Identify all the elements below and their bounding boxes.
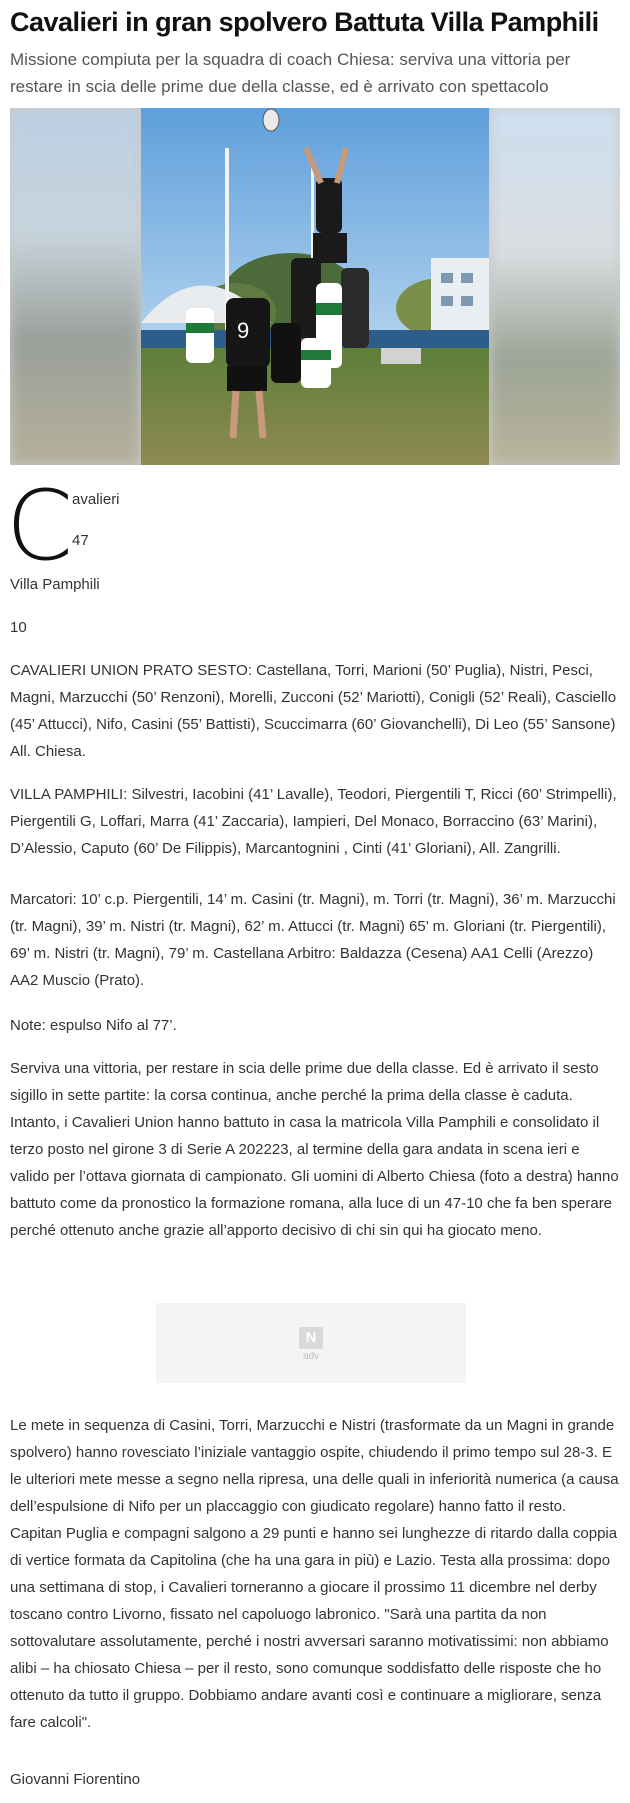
ad-logo-icon: N: [299, 1327, 323, 1349]
away-team-score: 10: [10, 619, 27, 636]
notes: Note: espulso Nifo al 77’.: [10, 1017, 177, 1034]
away-team-name: Villa Pamphili: [10, 576, 100, 593]
dropcap-letter: C: [6, 470, 74, 582]
svg-text:9: 9: [237, 318, 250, 343]
scorers: Marcatori: 10’ c.p. Piergentili, 14’ m. Casini (tr. Magni), m. Torri (tr. Magni), 36’ m. Marzucchi (tr. Magni), 39’ m. Nistri (tr. Magni), 62’ m. Attucci (tr. Magni) 65’ m. Gloriani (tr. Piergentili), 69’ m. Nistri (tr. Magni), 79’ m. Castellana Arbitro: Baldazza (Cesena) AA1 Celli (Arezzo) AA2 Muscio (Prato).: [10, 891, 616, 989]
author: Giovanni Fiorentino: [10, 1771, 141, 1788]
rugby-lineout-photo: [141, 108, 489, 465]
hero-blur-right: [490, 108, 620, 465]
hero-blur-left: [10, 108, 140, 465]
paragraph-1: Serviva una vittoria, per restare in scia delle prime due della classe. Ed è arrivato il sesto sigillo in sette partite: la corsa continua, anche perché la prima della classe è caduta. Intanto, i Cavalieri Union hanno battuto in casa la matricola Villa Pamphili e consolidato il terzo posto nel girone 3 di Serie A 202223, al termine della gara andata in scena ieri e valido per l’ottava giornata di campionato. Gli uomini di Alberto Chiesa (foto a destra) hanno battuto come da pronostico la formazione romana, alla luce di un 47-10 che fa ben sperare perché ottenuto anche grazie all’apporto decisivo di chi sin qui ha giocato meno.: [10, 1060, 619, 1239]
article-title: Cavalieri in gran spolvero Battuta Villa Pamphili: [10, 7, 599, 37]
lineup-away: VILLA PAMPHILI: Silvestri, Iacobini (41’ Lavalle), Teodori, Piergentili T, Ricci (60’ Strimpelli), Piergentili G, Loffari, Marra (41’ Zaccaria), Iampieri, Del Monaco, Borraccino (63’ Marini), D’Alessio, Caputo (60’ De Filippis), Marcantognini , Cinti (41’ Gloriani), All. Zangrilli.: [10, 786, 617, 857]
article-subtitle: Missione compiuta per la squadra di coach Chiesa: serviva una vittoria per restare in scia delle prime due della classe, ed è arrivato con spettacolo: [10, 50, 571, 96]
home-team-name: avalieri: [72, 491, 120, 508]
ad-label: adv: [302, 1351, 320, 1362]
lineup-home: CAVALIERI UNION PRATO SESTO: Castellana, Torri, Marioni (50’ Puglia), Nistri, Pesci, Magni, Marzucchi (50’ Renzoni), Morelli, Zucconi (52’ Mariotti), Conigli (52’ Reali), Casciello (45’ Attucci), Nifo, Casini (55’ Battisti), Scuccimarra (60’ Giovanchelli), Di Leo (55’ Sansone) All. Chiesa.: [10, 662, 617, 760]
home-team-score: 47: [72, 532, 89, 549]
ad-placeholder[interactable]: [156, 1303, 466, 1383]
hero-image[interactable]: [10, 108, 620, 465]
paragraph-2: Le mete in sequenza di Casini, Torri, Marzucchi e Nistri (trasformate da un Magni in grande spolvero) hanno rovesciato l’iniziale vantaggio ospite, chiudendo il primo tempo sul 28-3. E le ulteriori mete messe a segno nella ripresa, una delle quali in inferiorità numerica (a causa dell’espulsione di Nifo per un placcaggio con giudicato regolare) hanno fatto il resto. Capitan Puglia e compagni salgono a 29 punti e hanno sei lunghezze di ritardo dalla coppia di vertice formata da Capitolina (che ha una gara in più) e Lazio. Testa alla prossima: dopo una settimana di stop, i Cavalieri torneranno a giocare il prossimo 11 dicembre nel derby toscano contro Livorno, fissato nel capoluogo labronico. "Sarà una partita da non sottovalutare assolutamente, perché i nostri avversari saranno motivatissimi: non abbiamo alibi – ha chiosato Chiesa – per il resto, sono comunque soddisfatto delle risposte che ho ottenuto da tutto il gruppo. Dobbiamo andare avanti così e continuare a migliorare, senza fare calcoli".: [10, 1417, 619, 1731]
